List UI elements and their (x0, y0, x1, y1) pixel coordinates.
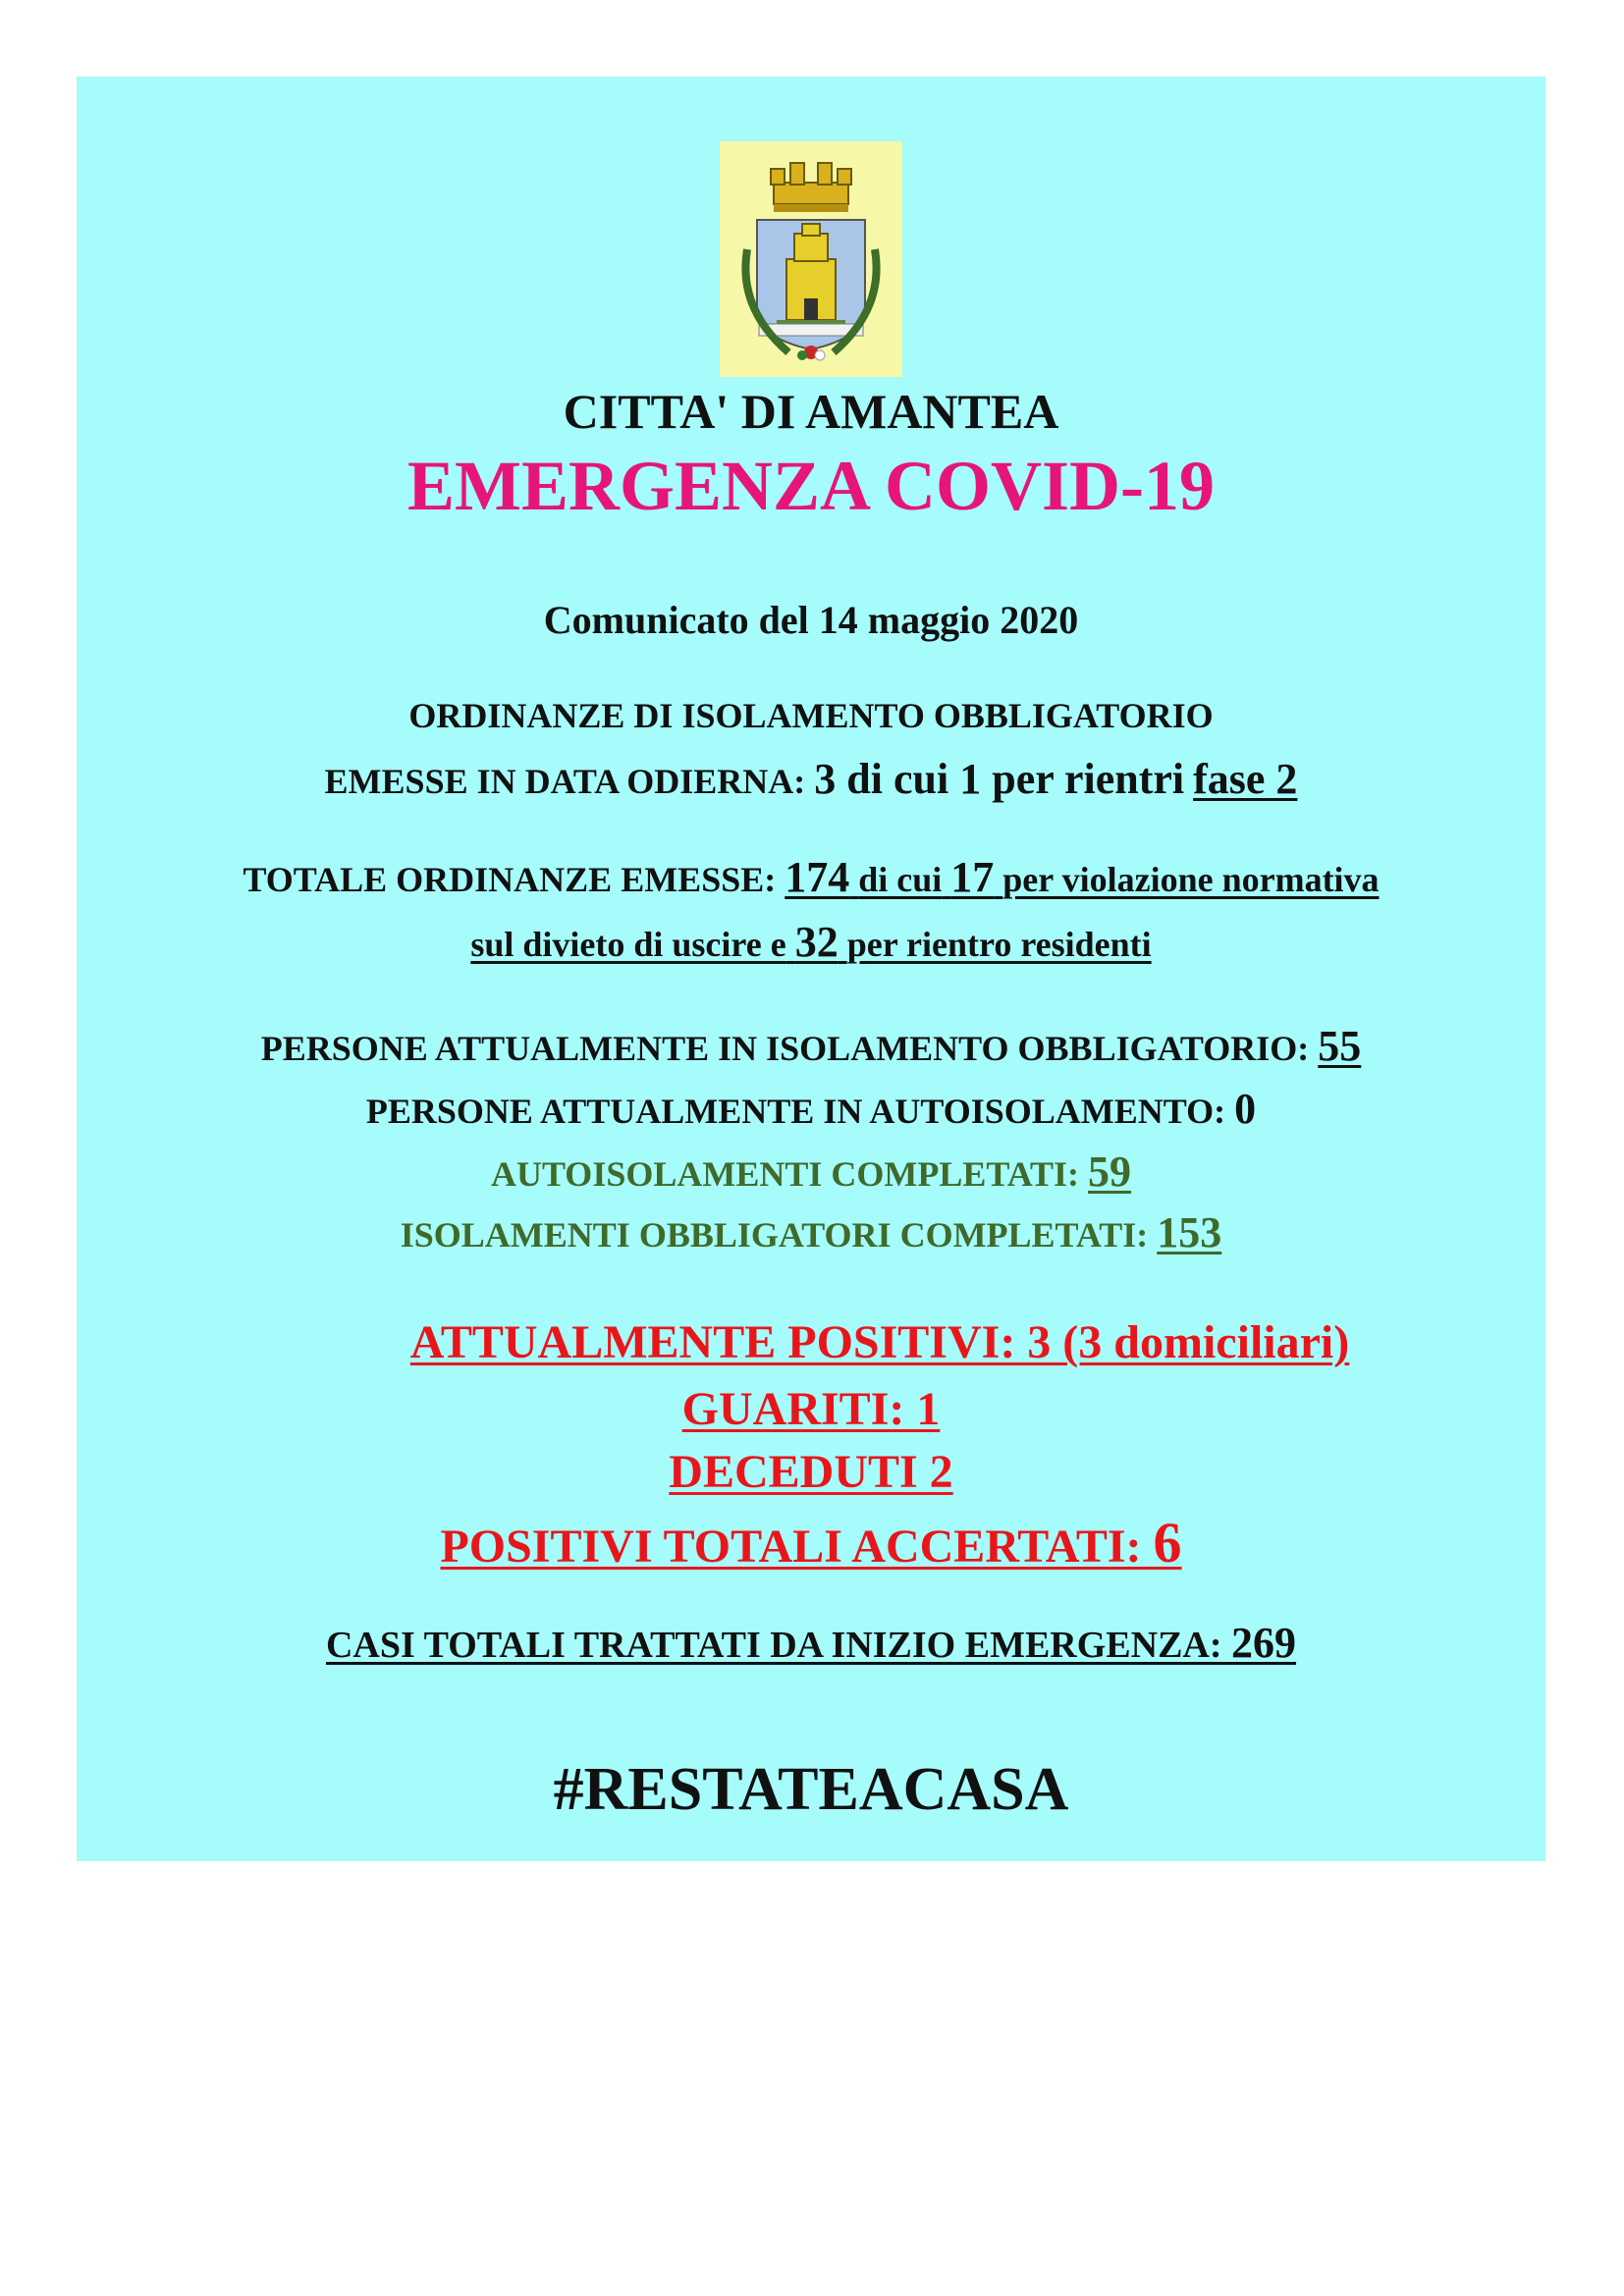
hashtag: #RESTATEACASA (553, 1756, 1069, 1823)
bulletin-panel (77, 77, 1545, 1861)
isolamenti-obbligatori-completati-value: 153 (1157, 1208, 1222, 1256)
ordinanze-heading: ORDINANZE DI ISOLAMENTO OBBLIGATORIO (408, 696, 1214, 735)
violations-text: per violazione normativa (1002, 860, 1380, 899)
ordinanze-today-row (77, 754, 1545, 804)
deceduti: DECEDUTI 2 (669, 1446, 953, 1498)
autoisolamenti-completati-label: AUTOISOLAMENTI COMPLETATI: (490, 1154, 1080, 1194)
autoisolamento-row (77, 1084, 1545, 1134)
page-title: EMERGENZA COVID-19 (406, 447, 1216, 525)
ordinanze-today-value: 3 di cui 1 per rientri (814, 755, 1185, 803)
isolamento-obbligatorio-label: PERSONE ATTUALMENTE IN ISOLAMENTO OBBLIGATORIO: (260, 1029, 1310, 1068)
ordinanze-today-label: EMESSE IN DATA ODIERNA: (324, 762, 806, 801)
totale-ordinanze-row (77, 852, 1545, 902)
violations-value: 17 (950, 853, 995, 901)
totale-ordinanze-label: TOTALE ORDINANZE EMESSE: (243, 860, 777, 899)
isolamento-obbligatorio-value: 55 (1318, 1022, 1362, 1070)
autoisolamenti-completati-value: 59 (1088, 1148, 1132, 1196)
autoisolamenti-completati-row (77, 1147, 1545, 1197)
positivi-totali-row (77, 1510, 1545, 1575)
coat-of-arms-icon (720, 141, 902, 377)
isolamenti-obbligatori-completati-label: ISOLAMENTI OBBLIGATORI COMPLETATI: (400, 1215, 1149, 1255)
guariti: GUARITI: 1 (681, 1383, 941, 1435)
city-name: CITTA' DI AMANTEA (563, 384, 1059, 439)
positivi-totali-value: 6 (1153, 1511, 1182, 1575)
returns-value: 32 (794, 918, 839, 966)
bulletin-date: Comunicato del 14 maggio 2020 (543, 598, 1079, 642)
positivi-totali-label: POSITIVI TOTALI ACCERTATI: (440, 1521, 1142, 1573)
attualmente-positivi: ATTUALMENTE POSITIVI: 3 (3 domiciliari) (409, 1316, 1350, 1368)
autoisolamento-value: 0 (1234, 1085, 1257, 1133)
autoisolamento-label: PERSONE ATTUALMENTE IN AUTOISOLAMENTO: (365, 1092, 1226, 1131)
casi-totali-label: CASI TOTALI TRATTATI DA INIZIO EMERGENZA: (325, 1625, 1222, 1666)
divieto-text: sul divieto di uscire e (470, 925, 786, 964)
ordinanze-today-phase: fase 2 (1193, 755, 1298, 803)
totale-ordinanze-di-cui: di cui (858, 860, 943, 899)
totale-ordinanze-value: 174 (785, 853, 850, 901)
returns-text: per rientro residenti (846, 925, 1152, 964)
casi-totali-row (77, 1618, 1545, 1668)
casi-totali-value: 269 (1231, 1619, 1297, 1667)
isolamento-obbligatorio-row (77, 1021, 1545, 1071)
totale-ordinanze-row-2 (77, 917, 1545, 967)
isolamenti-obbligatori-completati-row (77, 1207, 1545, 1257)
